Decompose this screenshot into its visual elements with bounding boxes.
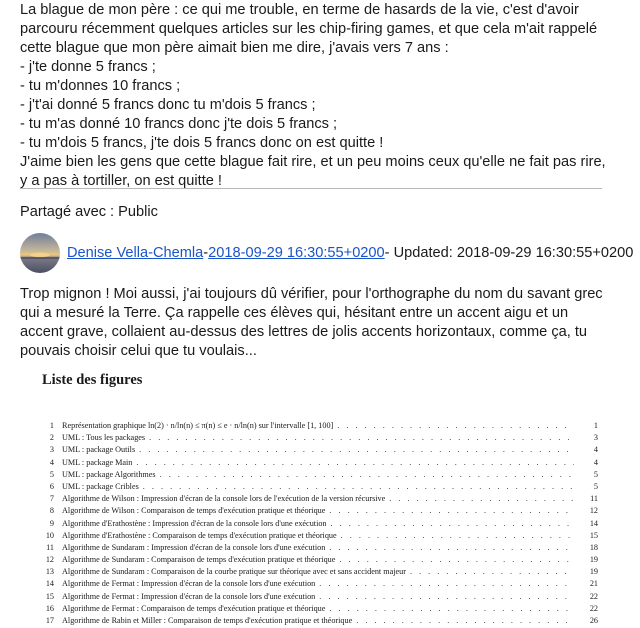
figure-number: 3 bbox=[49, 445, 54, 455]
divider bbox=[20, 188, 602, 189]
post-line: - tu m'as donné 10 francs donc j'te dois 5 francs ; bbox=[20, 116, 338, 132]
figure-list-image bbox=[20, 366, 620, 628]
figure-list-title: Liste des figures bbox=[42, 372, 143, 388]
figure-number: 2 bbox=[49, 433, 54, 443]
figure-caption: UML : Tous les packages bbox=[62, 433, 146, 443]
figure-page-number: 5 bbox=[593, 481, 598, 491]
figure-caption: UML : package Algorithmes bbox=[62, 469, 156, 479]
figure-list-rows bbox=[32, 420, 598, 627]
figure-list-row bbox=[32, 554, 598, 566]
figure-list-row bbox=[32, 493, 598, 505]
updated-timestamp: - Updated: 2018-09-29 16:30:55+0200 bbox=[384, 245, 634, 261]
figure-caption: Algorithme d'Erathostène : Comparaison de temps d'exécution pratique et théorique bbox=[62, 530, 337, 540]
figure-caption: Algorithme de Sundaram : Impression d'écran de la console lors d'une exécution bbox=[62, 542, 326, 552]
figure-number: 8 bbox=[49, 506, 54, 516]
figure-number: 17 bbox=[45, 616, 54, 625]
figure-page-number: 18 bbox=[589, 542, 598, 552]
figure-caption: Algorithme de Rabin et Miller : Comparaison de temps d'exécution pratique et théorique bbox=[62, 616, 353, 625]
figure-page-number: 12 bbox=[589, 506, 598, 516]
figure-list-row bbox=[32, 542, 598, 554]
leader-dots bbox=[315, 591, 574, 603]
figure-page-number: 22 bbox=[589, 591, 598, 601]
comment-text: Trop mignon ! Moi aussi, j'ai toujours dû vérifier, pour l'orthographe du nom du savant grec qui a mesuré la Terre. Ça rappelle ces élèves qui, hésitant entre un accent aigu et un accent grave, collaient au-dessus des lettres de jolis accents horizontaux, comme ça, tu pouvais choisir celui que tu voulais... bbox=[20, 286, 603, 359]
figure-page-number: 5 bbox=[593, 469, 598, 479]
figure-number: 11 bbox=[46, 542, 54, 552]
figure-caption: Représentation graphique ln(2) · n/ln(n) ≤ π(n) ≤ e · n/ln(n) sur l'intervalle [1, 100] bbox=[62, 421, 334, 430]
figure-list-row bbox=[32, 566, 598, 578]
figure-caption: Algorithme d'Erathostène : Impression d'écran de la console lors d'une exécution bbox=[62, 518, 327, 528]
figure-page-number: 26 bbox=[589, 616, 598, 625]
leader-dots bbox=[325, 542, 574, 554]
figure-caption: Algorithme de Fermat : Impression d'écran de la console lors d'une exécution bbox=[62, 579, 316, 589]
leader-dots bbox=[352, 615, 574, 627]
figure-page-number: 22 bbox=[589, 603, 598, 613]
leader-dots bbox=[139, 481, 574, 493]
figure-number: 7 bbox=[49, 494, 54, 504]
figure-page-number: 4 bbox=[593, 445, 598, 455]
figure-list-row bbox=[32, 530, 598, 542]
post-text bbox=[20, 1, 614, 191]
post-line: - tu m'donnes 10 francs ; bbox=[20, 78, 181, 94]
leader-dots bbox=[325, 603, 574, 615]
separator: - bbox=[203, 245, 209, 261]
leader-dots bbox=[135, 444, 574, 456]
figure-number: 14 bbox=[45, 579, 54, 589]
post-line: J'aime bien les gens que cette blague fait rire, et un peu moins ceux qu'elle ne fait pas rire, y a pas à tortiller, on est quitte ! bbox=[20, 154, 606, 189]
figure-caption: UML : package Outils bbox=[62, 445, 136, 455]
leader-dots bbox=[156, 469, 574, 481]
avatar[interactable] bbox=[20, 233, 60, 273]
leader-dots bbox=[325, 505, 574, 517]
figure-page-number: 3 bbox=[593, 433, 598, 443]
figure-caption: UML : package Cribles bbox=[62, 481, 139, 491]
figure-number: 16 bbox=[45, 603, 54, 613]
visibility-label: Partagé avec : Public bbox=[20, 204, 158, 220]
figure-list-row bbox=[32, 469, 598, 481]
comment-header bbox=[20, 233, 633, 273]
figure-list-row bbox=[32, 432, 598, 444]
figure-number: 13 bbox=[45, 567, 54, 577]
leader-dots bbox=[145, 432, 574, 444]
figure-number: 12 bbox=[45, 555, 54, 565]
figure-page-number: 11 bbox=[590, 494, 598, 504]
figure-number: 9 bbox=[49, 518, 54, 528]
leader-dots bbox=[132, 457, 574, 469]
figure-list-row bbox=[32, 578, 598, 590]
figure-list-row bbox=[32, 457, 598, 469]
figure-caption: UML : package Main bbox=[62, 457, 133, 467]
post-line: - j'te donne 5 francs ; bbox=[20, 59, 156, 75]
figure-list-row bbox=[32, 420, 598, 432]
leader-dots bbox=[406, 566, 574, 578]
figure-page-number: 14 bbox=[589, 518, 598, 528]
figure-number: 10 bbox=[45, 530, 54, 540]
figure-caption: Algorithme de Sundaram : Comparaison de la courbe pratique sur théorique avec et sans accident majeur bbox=[62, 567, 406, 577]
figure-page-number: 21 bbox=[589, 579, 598, 589]
figure-list-row bbox=[32, 444, 598, 456]
leader-dots bbox=[333, 420, 574, 432]
comment-body bbox=[20, 285, 614, 361]
leader-dots bbox=[385, 493, 574, 505]
figure-number: 6 bbox=[49, 481, 54, 491]
figure-page-number: 19 bbox=[589, 555, 598, 565]
figure-caption: Algorithme de Fermat : Impression d'écran de la console lors d'une exécution bbox=[62, 591, 316, 601]
figure-list-row bbox=[32, 603, 598, 615]
author-link[interactable]: Denise Vella-Chemla bbox=[67, 245, 204, 261]
figure-caption: Algorithme de Wilson : Impression d'écran de la console lors de l'exécution de la version récursive bbox=[62, 494, 386, 504]
figure-list-row bbox=[32, 505, 598, 517]
post-line: - j't'ai donné 5 francs donc tu m'dois 5 francs ; bbox=[20, 97, 316, 113]
comment-date-link[interactable]: 2018-09-29 16:30:55+0200 bbox=[208, 245, 385, 261]
post-line: - tu m'dois 5 francs, j'te dois 5 francs donc on est quitte ! bbox=[20, 135, 384, 151]
figure-list-row bbox=[32, 481, 598, 493]
figure-number: 15 bbox=[45, 591, 54, 601]
figure-page-number: 19 bbox=[589, 567, 598, 577]
figure-caption: Algorithme de Sundaram : Comparaison de temps d'exécution pratique et théorique bbox=[62, 555, 336, 565]
figure-list-row bbox=[32, 518, 598, 530]
leader-dots bbox=[315, 578, 574, 590]
figure-list-row bbox=[32, 591, 598, 603]
figure-caption: Algorithme de Wilson : Comparaison de temps d'exécution pratique et théorique bbox=[62, 506, 326, 516]
leader-dots bbox=[327, 518, 574, 530]
figure-page-number: 1 bbox=[593, 421, 598, 430]
leader-dots bbox=[335, 554, 574, 566]
figure-caption: Algorithme de Fermat : Comparaison de temps d'exécution pratique et théorique bbox=[62, 603, 326, 613]
figure-number: 1 bbox=[49, 421, 54, 430]
post-line: La blague de mon père : ce qui me trouble, en terme de hasards de la vie, c'est d'avoir parcouru récemment quelques articles sur les chip-firing games, et que cela m'ait rappelé cette blague que mon père aimait bien me dire, j'avais vers 7 ans : bbox=[20, 2, 598, 56]
figure-list-row bbox=[32, 615, 598, 627]
leader-dots bbox=[337, 530, 574, 542]
figure-page-number: 4 bbox=[593, 457, 598, 467]
avatar-sunset-image bbox=[20, 233, 60, 273]
figure-number: 5 bbox=[49, 469, 54, 479]
figure-number: 4 bbox=[49, 457, 54, 467]
figure-page-number: 15 bbox=[589, 530, 598, 540]
